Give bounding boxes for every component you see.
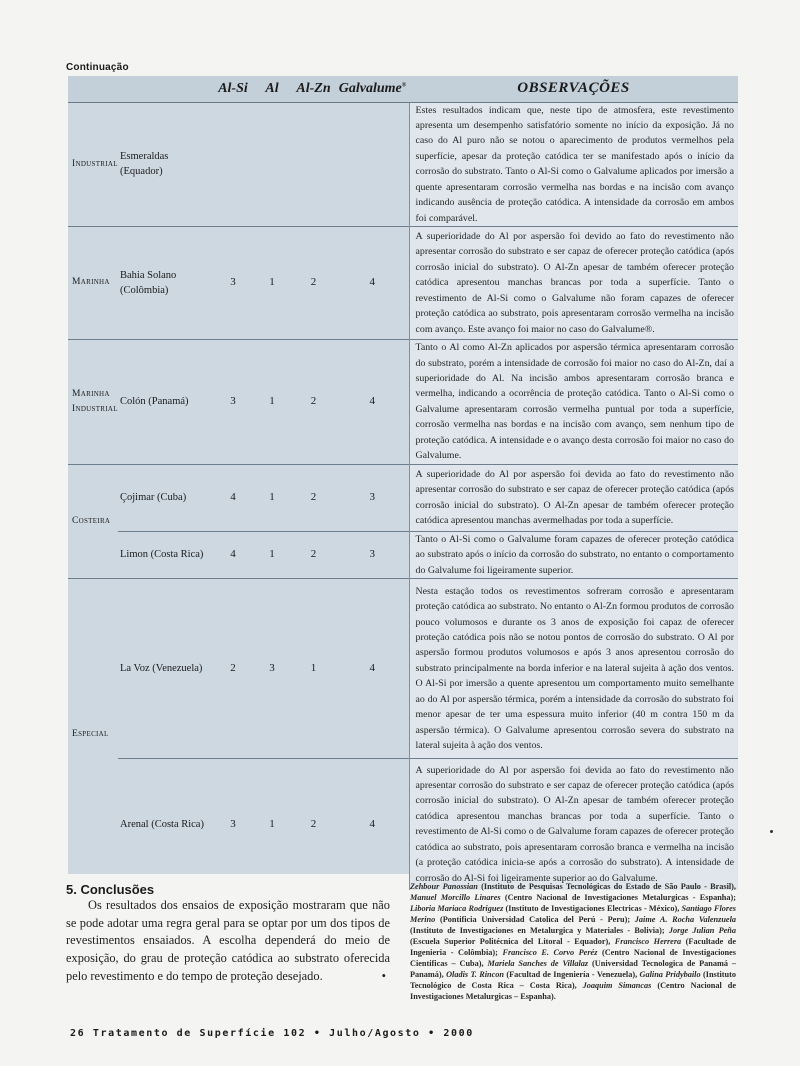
author-institution: (Pontificia Universidad Catolica del Perú - Peru); xyxy=(435,914,635,924)
table-row xyxy=(68,531,738,578)
rank-galvalume xyxy=(336,102,409,227)
rank-al: 1 xyxy=(253,464,291,531)
author-institution: (Facultad de Ingeniería - Venezuela), xyxy=(503,969,640,979)
author-name: Liboria Mariaca Rodriguez xyxy=(410,903,504,913)
author-name: Mariela Sanches de Villalaz xyxy=(487,958,589,968)
author-institution: (Facultade de Ingenieria - Colômbia); xyxy=(410,936,736,957)
author-name: Joaquim Simancas xyxy=(582,980,652,990)
rank-al: 3 xyxy=(253,579,291,759)
rank-al-si: 3 xyxy=(213,340,253,465)
row-category: Marinha xyxy=(68,227,118,340)
author-institution: (Instituto de Investigaciones Electricas - México), xyxy=(503,903,682,913)
header-galvalume xyxy=(336,76,409,102)
author-name: Manuel Morcillo Linares xyxy=(410,892,501,902)
row-location: Çojimar (Cuba) xyxy=(118,464,213,531)
rank-galvalume: 3 xyxy=(336,531,409,578)
rank-al-zn xyxy=(291,102,336,227)
rank-galvalume: 4 xyxy=(336,759,409,890)
author-name: Jaime A. Rocha Valenzuela xyxy=(634,914,736,924)
exposure-results-table xyxy=(68,76,738,884)
edge-dot xyxy=(770,830,773,833)
author-name: Jorge Julian Peña xyxy=(668,925,736,935)
table-row xyxy=(68,102,738,227)
row-observation: A superioridade do Al por aspersão foi devida ao fato do revestimento não apresentar corrosão do substrato e ser capaz de oferecer proteção catódica (após corrosão inicial do substrato). O Al-Zn apesar de também oferecer proteção catódica apresentou manchas brancas por toda a superfície. Tanto o revestimento de Al-Si como o de Galvalume foram capazes de oferecer proteção catódica ao substrato, pois apresentaram corrosão branca e vermelha na incisão (a proteção catódica inicia-se após a corrosão do substrato). A intensidade de corrosão do Al-Si foi ligeiramente superior ao do Galvalume. xyxy=(409,759,738,890)
rank-al-si: 2 xyxy=(213,579,253,759)
author-institution: (Centro Nacional de Investigaciones Cientificas – Cuba), xyxy=(410,947,736,968)
author-institution: (Escuela Superior Politécnica del Litoral - Equador), xyxy=(410,936,615,946)
author-institution: (Centro Nacional de Investigaciones Metalurgicas – Espanha). xyxy=(410,980,736,1001)
row-category: Industrial xyxy=(72,158,118,169)
rank-al xyxy=(253,102,291,227)
rank-galvalume: 4 xyxy=(336,340,409,465)
end-mark: • xyxy=(381,968,386,983)
conclusions-paragraph xyxy=(66,897,390,986)
rank-al-zn: 2 xyxy=(291,531,336,578)
author-institution: (Universidad Tecnologica de Panamá – Panamá), xyxy=(410,958,736,979)
rank-al-si: 3 xyxy=(213,759,253,890)
header-al: Al xyxy=(253,76,291,102)
row-location: Arenal (Costa Rica) xyxy=(118,759,213,890)
rank-al-si xyxy=(213,102,253,227)
table-row xyxy=(68,340,738,465)
row-location: La Voz (Venezuela) xyxy=(118,579,213,759)
row-category: Marinha Industrial xyxy=(68,340,118,465)
header-blank xyxy=(68,76,118,102)
row-observation: Estes resultados indicam que, neste tipo de atmosfera, este revestimento apresenta um desempenho satisfatório somente no início da exposição. Já no caso do Al puro não se notou o aparecimento de produtos vermelhos pela superfície, apesar da proteção catódica ter se manifestado após o início da corrosão do substrato. Tanto o Al-Si como o Galvalume aplicados por imersão a quente apresentaram corrosão vermelha nas bordas e na incisão com avanço indicando ausência de proteção catódica. A intensidade da corrosão em ambos foi comparável. xyxy=(409,102,738,227)
rank-al: 1 xyxy=(253,340,291,465)
row-location: Bahia Solano (Colômbia) xyxy=(118,227,213,340)
section-title: 5. Conclusões xyxy=(66,882,155,897)
row-location: Colón (Panamá) xyxy=(118,340,213,465)
rank-al-si: 4 xyxy=(213,464,253,531)
row-category: Especial xyxy=(68,579,118,890)
author-name: Galina Pridybailo xyxy=(639,969,701,979)
rank-galvalume: 4 xyxy=(336,227,409,340)
table-row xyxy=(68,227,738,340)
author-institution: (Centro Nacional de Investigaciones Metalurgicas - Espanha); xyxy=(500,892,736,902)
rank-al: 1 xyxy=(253,531,291,578)
row-location: Limon (Costa Rica) xyxy=(118,531,213,578)
row-observation: A superioridade do Al por aspersão foi devido ao fato do revestimento não apresentar corrosão do substrato e ser capaz de oferecer proteção catódica (após corrosão inicial do substrato). O Al-Zn apesar de também oferecer proteção catódica apresentou manchas brancas por toda a superfície. Tanto o revestimento de Al-Si como o Galvalume não foram capazes de oferecer proteção catódica ao substrato, pois apresentaram corrosão vermelha na incisão com avanço. Este avanço foi maior no caso do Galvalume®. xyxy=(409,227,738,340)
row-observation: Tanto o Al como Al-Zn aplicados por aspersão térmica apresentaram corrosão do substrato, porém a intensidade de corrosão foi maior no caso do Al-Zn, daí a superioridade do Al. Na incisão ambos apresentaram corrosão branca e vermelha, indicando a ocorrência de proteção catódica. Tanto o Al-Si como o Galvalume apresentaram corrosão vermelha puntual por toda a superfície, corrosão vermelha nas bordas e na incisão com avanço, sem nenhum tipo de proteção catódica. A intensidade e o avanço desta corrosão foi maior no caso do Galvalume. xyxy=(409,340,738,465)
author-name: Francisco Herrera xyxy=(614,936,682,946)
author-name: Zehbour Panossian xyxy=(410,882,478,891)
row-observation: Nesta estação todos os revestimentos sofreram corrosão e apresentaram proteção catódica ao substrato. No entanto o Al-Zn formou produtos de corrosão pouco volumosos e durante os 3 anos de exposição foi capaz de oferecer proteção catódica pois não se notou pontos de corrosão do substrato. O Al por aspersão formou produtos volumosos e após 3 anos apresentou corrosão do substrato principalmente na borda inferior e na lateral sujeita à ação dos ventos. O Al-Si por imersão a quente apresentou um comportamento muito semelhante ao do Al por aspersão térmica, porém a intensidade da corrosão do substrato foi menor apesar de ter uma espessura muito inferior (40 m contra 150 m da aspersão térmica). O Galvalume apresentou corrosão severa do substrato na lateral sujeita à ação dos ventos. xyxy=(409,579,738,759)
row-location: Esmeraldas (Equador) xyxy=(120,150,169,178)
rank-al-zn: 2 xyxy=(291,340,336,465)
rank-al-zn: 1 xyxy=(291,579,336,759)
author-institution: (Instituto de Pesquisas Tecnológicas do Estado de São Paulo - Brasil), xyxy=(477,882,736,891)
rank-al: 1 xyxy=(253,227,291,340)
conclusions-text: Os resultados dos ensaios de exposição mostraram que não se pode adotar uma regra geral para se optar por um dos tipos de revestimentos ensaiados. A escolha dependerá do meio de exposição, do grau de proteção catódica ao substrato oferecida pelo revestimento e do tempo de proteção desejado. xyxy=(66,898,390,983)
author-credits xyxy=(410,882,736,1002)
author-institution: (Instituto de Investigaciones en Metalurgica y Materiales - Bolivia); xyxy=(410,925,669,935)
header-observacoes: OBSERVAÇÕES xyxy=(409,76,738,102)
rank-al: 1 xyxy=(253,759,291,890)
rank-galvalume: 4 xyxy=(336,579,409,759)
rank-al-si: 4 xyxy=(213,531,253,578)
rank-al-zn: 2 xyxy=(291,227,336,340)
rank-galvalume: 3 xyxy=(336,464,409,531)
author-name: Francisco E. Corvo Peréz xyxy=(502,947,598,957)
author-name: Santiago Flores Merino xyxy=(410,903,736,924)
row-category: Costeira xyxy=(68,464,118,578)
table-row xyxy=(68,759,738,890)
header-blank xyxy=(118,76,213,102)
rank-al-zn: 2 xyxy=(291,464,336,531)
continuation-label: Continuação xyxy=(66,62,129,73)
rank-al-zn: 2 xyxy=(291,759,336,890)
rank-al-si: 3 xyxy=(213,227,253,340)
registered-mark: ® xyxy=(401,82,407,89)
author-name: Oladis T. Rincon xyxy=(446,969,504,979)
header-al-si: Al-Si xyxy=(213,76,253,102)
row-observation: A superioridade do Al por aspersão foi devida ao fato do revestimento não apresentar corrosão do substrato e ser capaz de oferecer proteção catódica (após corrosão inicial do substrato). O Al-Zn apesar de também oferecer proteção catódica apresentou manchas avermelhadas por toda a superfície. xyxy=(409,464,738,531)
row-observation: Tanto o Al-Si como o Galvalume foram capazes de oferecer proteção catódica ao substrato após o início da corrosão do substrato, no entanto o comportamento do Galvalume foi ligeiramente superior. xyxy=(409,531,738,578)
header-al-zn: Al-Zn xyxy=(291,76,336,102)
header-galvalume-label: Galvalume xyxy=(338,80,402,96)
table-row xyxy=(68,579,738,759)
page-footer: 26 Tratamento de Superfície 102 • Julho/Agosto • 2000 xyxy=(70,1028,474,1039)
author-institution: (Instituto Tecnológico de Costa Rica – Costa Rica), xyxy=(410,969,736,990)
table-header-row xyxy=(68,76,738,102)
table-row xyxy=(68,464,738,531)
